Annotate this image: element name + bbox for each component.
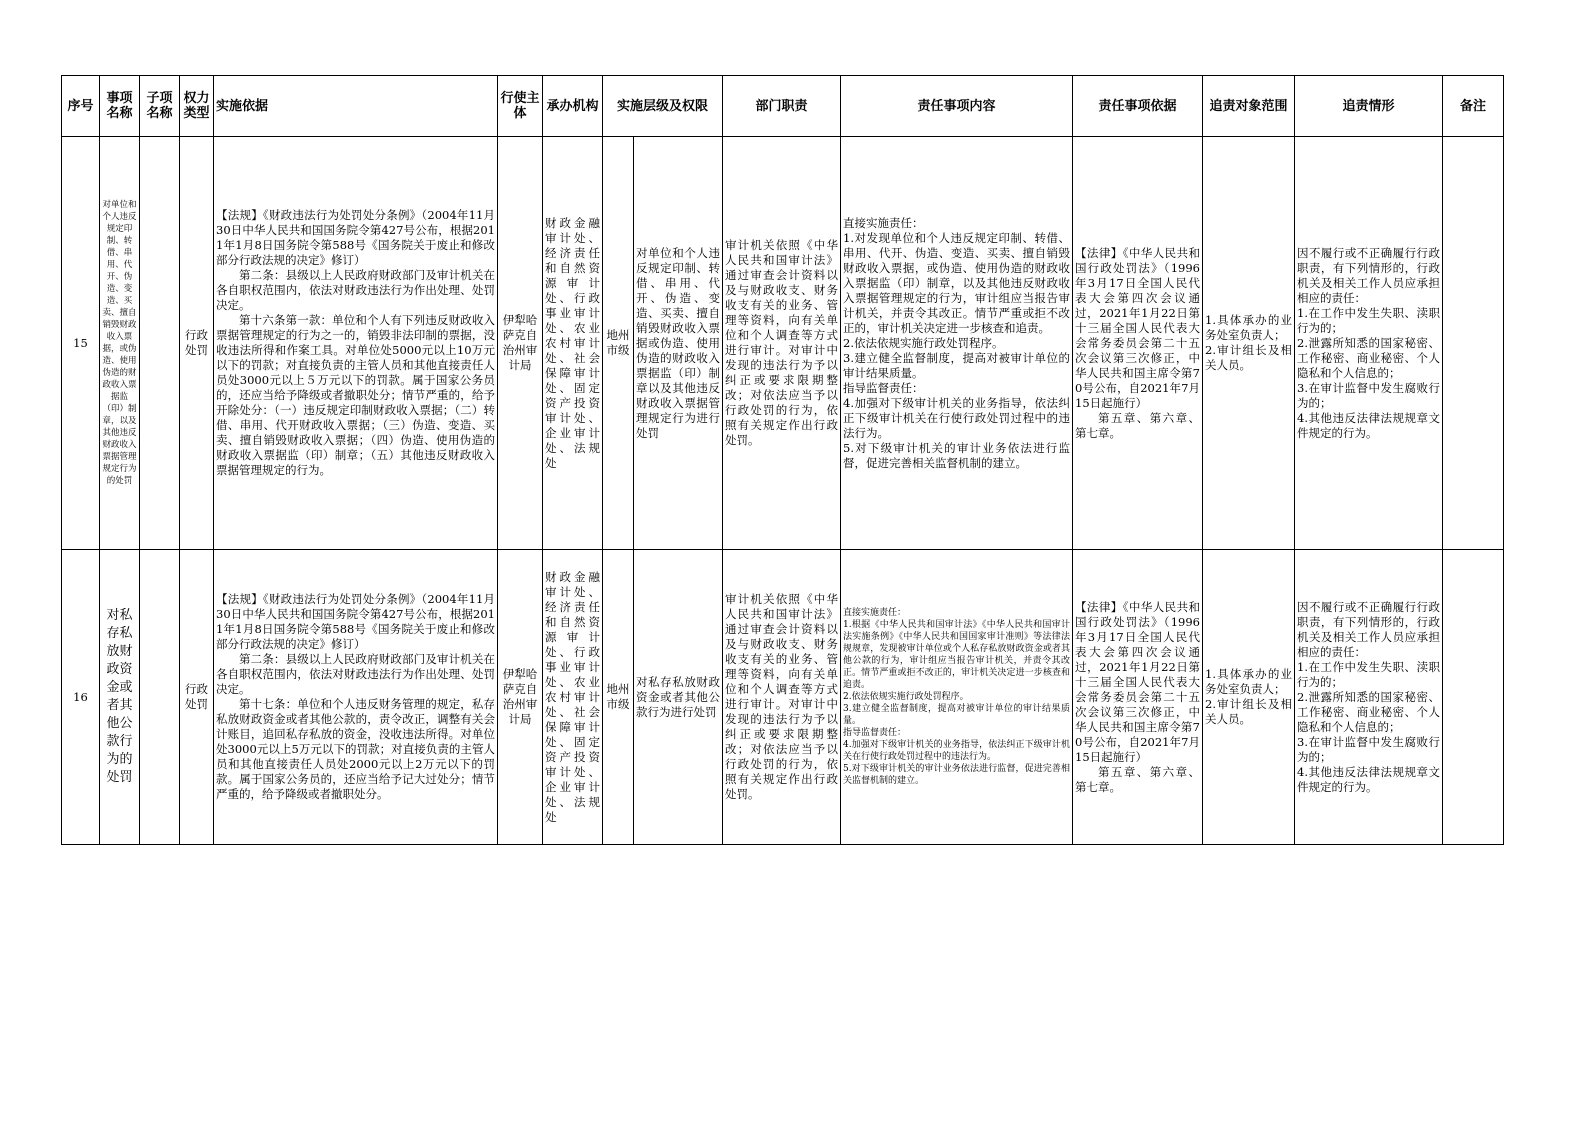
row-level-detail: 对私存私放财政资金或者其他公款行为进行处罚 <box>634 550 723 845</box>
basis-article-2: 第二条：县级以上人民政府财政部门及审计机关在各自职权范围内，依法对财政违法行为作出处理、处罚决定。 <box>216 652 495 696</box>
header-remark: 备注 <box>1443 76 1504 137</box>
situation-line: 因不履行或不正确履行行政职责，有下列情形的，行政机关及相关工作人员应承担相应的责任： <box>1297 245 1440 305</box>
header-resp-basis: 责任事项依据 <box>1073 76 1203 137</box>
resp-line: 2.依法依规实施行政处罚程序。 <box>843 335 1004 350</box>
header-item-name: 事项名称 <box>100 76 140 137</box>
resp-line: 直接实施责任： <box>843 608 907 618</box>
situation-line: 4.其他违反法律法规规章文件规定的行为。 <box>1297 410 1440 440</box>
resp-basis-source: 【法律】《中华人民共和国行政处罚法》（1996年3月17日全国人民代表大会第四次会议通过，2021年1月22日第十三届全国人民代表大会常务委员会第二十五次会议第三次修正，中华人民共和国主席令第70号公布，自2021年7月15日起施行） <box>1075 599 1200 764</box>
header-row <box>62 76 1504 137</box>
row-scope <box>1203 137 1295 550</box>
row-agency: 财政金融审计处、经济责任和自然资源审计处、行政事业审计处、农业农村审计处、社会保障审计处、固定资产投资审计处、企业审计处、法规处 <box>543 550 603 845</box>
resp-basis-source: 【法律】《中华人民共和国行政处罚法》（1996年3月17日全国人民代表大会第四次会议通过，2021年1月22日第十三届全国人民代表大会常务委员会第二十五次会议第三次修正，中华人民共和国主席令第70号公布，自2021年7月15日起施行） <box>1075 245 1200 410</box>
header-scope: 追责对象范围 <box>1203 76 1295 137</box>
resp-basis-chapters: 第五章、第六章、第七章。 <box>1075 410 1200 440</box>
resp-line: 指导监督责任： <box>843 380 924 395</box>
basis-source: 【法规】《财政违法行为处罚处分条例》（2004年11月30日中华人民共和国国务院令第427号公布，根据2011年1月8日国务院令第588号《国务院关于废止和修改部分行政法规的决定》修订） <box>216 592 495 651</box>
situation-line: 3.在审计监督中发生腐败行为的； <box>1297 734 1440 764</box>
row-level-detail: 对单位和个人违反规定印制、转借、串用、代开、伪造、变造、买卖、擅自销毁财政收入票据或伪造、使用伪造的财政收入票据监（印）制章以及其他违反财政收入票据管理规定行为进行处罚 <box>634 137 723 550</box>
situation-line: 因不履行或不正确履行行政职责，有下列情形的，行政机关及相关工作人员应承担相应的责任： <box>1297 599 1440 659</box>
scope-line: 2.审计组长及相关人员。 <box>1205 697 1292 726</box>
row-resp-basis <box>1073 550 1203 845</box>
row-power-type: 行政处罚 <box>180 550 214 845</box>
row-situation <box>1295 550 1443 845</box>
row-remark <box>1443 550 1504 845</box>
row-duty: 审计机关依照《中华人民共和国审计法》通过审查会计资料以及与财政收支、财务收支有关的业务、管理等资料，向有关单位和个人调查等方式进行审计。对审计中发现的违法行为予以纠正或要求限期整改；对依法应当予以行政处罚的行为，依照有关规定作出行政处罚。 <box>723 137 841 550</box>
row-subject: 伊犁哈萨克自治州审计局 <box>498 550 543 845</box>
basis-source: 【法规】《财政违法行为处罚处分条例》（2004年11月30日中华人民共和国国务院令第427号公布，根据2011年1月8日国务院令第588号《国务院关于废止和修改部分行政法规的决定》修订） <box>216 208 495 267</box>
resp-line: 5.对下级审计机关的审计业务依法进行监督，促进完善相关监督机制的建立。 <box>843 764 1070 786</box>
row-level-name: 地州市级 <box>603 550 634 845</box>
row-subject: 伊犁哈萨克自治州审计局 <box>498 137 543 550</box>
basis-article-17: 第十七条：单位和个人违反财务管理的规定，私存私放财政资金或者其他公款的，责令改正，调整有关会计账目，追回私存私放的资金，没收违法所得。对单位处3000元以上5万元以下的罚款；对直接负责的主管人员和其他直接责任人员处2000元以上2万元以下的罚款。属于国家公务员的，还应当给予记大过处分；情节严重的，给予降级或者撤职处分。 <box>216 697 495 801</box>
header-duty: 部门职责 <box>723 76 841 137</box>
resp-line: 2.依法依规实施行政处罚程序。 <box>843 692 969 702</box>
row-resp-content <box>841 550 1073 845</box>
header-situation: 追责情形 <box>1295 76 1443 137</box>
row-resp-basis <box>1073 137 1203 550</box>
row-agency: 财政金融审计处、经济责任和自然资源审计处、行政事业审计处、农业农村审计处、社会保障审计处、固定资产投资审计处、企业审计处、法规处 <box>543 137 603 550</box>
row-remark <box>1443 137 1504 550</box>
header-subject: 行使主体 <box>498 76 543 137</box>
resp-line: 3.建立健全监督制度，提高对被审计单位的审计结果质量。 <box>843 704 1070 726</box>
header-seq: 序号 <box>62 76 100 137</box>
resp-line: 1.对发现单位和个人违反规定印制、转借、串用、代开、伪造、变造、买卖、擅自销毁财政收入票据，或伪造、使用伪造的财政收入票据监（印）制章，以及其他违反财政收入票据管理规定的行为，审计组应当报告审计机关，并责令其改正。情节严重或拒不改正的，审计机关决定进一步核查和追责。 <box>843 230 1070 335</box>
row-resp-content <box>841 137 1073 550</box>
resp-line: 4.加强对下级审计机关的业务指导，依法纠正下级审计机关在行使行政处罚过程中的违法行为。 <box>843 740 1070 762</box>
situation-line: 1.在工作中发生失职、渎职行为的； <box>1297 305 1440 335</box>
header-resp-content: 责任事项内容 <box>841 76 1073 137</box>
resp-line: 指导监督责任： <box>843 728 907 738</box>
row-power-type: 行政处罚 <box>180 137 214 550</box>
row-seq: 15 <box>62 137 100 550</box>
header-power-type: 权力类型 <box>180 76 214 137</box>
resp-basis-chapters: 第五章、第六章、第七章。 <box>1075 764 1200 794</box>
responsibility-table <box>61 75 1504 845</box>
situation-line: 4.其他违反法律法规规章文件规定的行为。 <box>1297 764 1440 794</box>
scope-line: 2.审计组长及相关人员。 <box>1205 343 1292 372</box>
row-basis <box>214 550 498 845</box>
header-level: 实施层级及权限 <box>603 76 723 137</box>
situation-line: 1.在工作中发生失职、渎职行为的； <box>1297 659 1440 689</box>
row-level-name: 地州市级 <box>603 137 634 550</box>
header-sub-name: 子项名称 <box>140 76 180 137</box>
situation-line: 2.泄露所知悉的国家秘密、工作秘密、商业秘密、个人隐私和个人信息的； <box>1297 689 1440 734</box>
header-agency: 承办机构 <box>543 76 603 137</box>
row-item-name: 对私存私放财政资金或者其他公款行为的处罚 <box>100 550 140 845</box>
row-item-name: 对单位和个人违反规定印制、转借、串用、代开、伪造、变造、买卖、擅自销毁财政收入票据，或伪造、使用伪造的财政收入票据监（印）制章，以及其他违反财政收入票据管理规定行为的处罚 <box>100 137 140 550</box>
scope-line: 1.具体承办的业务处室负责人； <box>1205 313 1292 342</box>
table-row <box>62 550 1504 845</box>
resp-line: 4.加强对下级审计机关的业务指导，依法纠正下级审计机关在行使行政处罚过程中的违法行为。 <box>843 395 1070 440</box>
row-duty: 审计机关依照《中华人民共和国审计法》通过审查会计资料以及与财政收支、财务收支有关的业务、管理等资料，向有关单位和个人调查等方式进行审计。对审计中发现的违法行为予以纠正或要求限期整改；对依法应当予以行政处罚的行为，依照有关规定作出行政处罚。 <box>723 550 841 845</box>
resp-line: 5.对下级审计机关的审计业务依法进行监督，促进完善相关监督机制的建立。 <box>843 440 1070 470</box>
situation-line: 2.泄露所知悉的国家秘密、工作秘密、商业秘密、个人隐私和个人信息的； <box>1297 335 1440 380</box>
scope-line: 1.具体承办的业务处室负责人； <box>1205 667 1292 696</box>
row-sub-name <box>140 550 180 845</box>
resp-line: 1.根据《中华人民共和国审计法》《中华人民共和国审计法实施条例》《中华人民共和国国家审计准则》等法律法规规章，发现被审计单位或个人私存私放财政资金或者其他公款的行为，审计组应当报告审计机关，并责令其改正。情节严重或拒不改正的，审计机关决定进一步核查和追责。 <box>843 620 1070 690</box>
row-basis <box>214 137 498 550</box>
header-basis: 实施依据 <box>214 76 498 137</box>
resp-line: 3.建立健全监督制度，提高对被审计单位的审计结果质量。 <box>843 350 1070 380</box>
row-seq: 16 <box>62 550 100 845</box>
row-situation <box>1295 137 1443 550</box>
resp-line: 直接实施责任： <box>843 215 924 230</box>
table-row <box>62 137 1504 550</box>
situation-line: 3.在审计监督中发生腐败行为的； <box>1297 380 1440 410</box>
basis-article-2: 第二条：县级以上人民政府财政部门及审计机关在各自职权范围内，依法对财政违法行为作出处理、处罚决定。 <box>216 268 495 312</box>
row-scope <box>1203 550 1295 845</box>
basis-article-16: 第十六条第一款：单位和个人有下列违反财政收入票据管理规定的行为之一的，销毁非法印制的票据，没收违法所得和作案工具。对单位处5000元以上10万元以下的罚款；对直接负责的主管人员和其他直接责任人员处3000元以上５万元以下的罚款。属于国家公务员的，还应当给予降级或者撤职处分；情节严重的，给予开除处分：（一）违反规定印制财政收入票据；（二）转借、串用、代开财政收入票据；（三）伪造、变造、买卖、擅自销毁财政收入票据；（四）伪造、使用伪造的财政收入票据监（印）制章；（五）其他违反财政收入票据管理规定的行为。 <box>216 313 495 477</box>
row-sub-name <box>140 137 180 550</box>
